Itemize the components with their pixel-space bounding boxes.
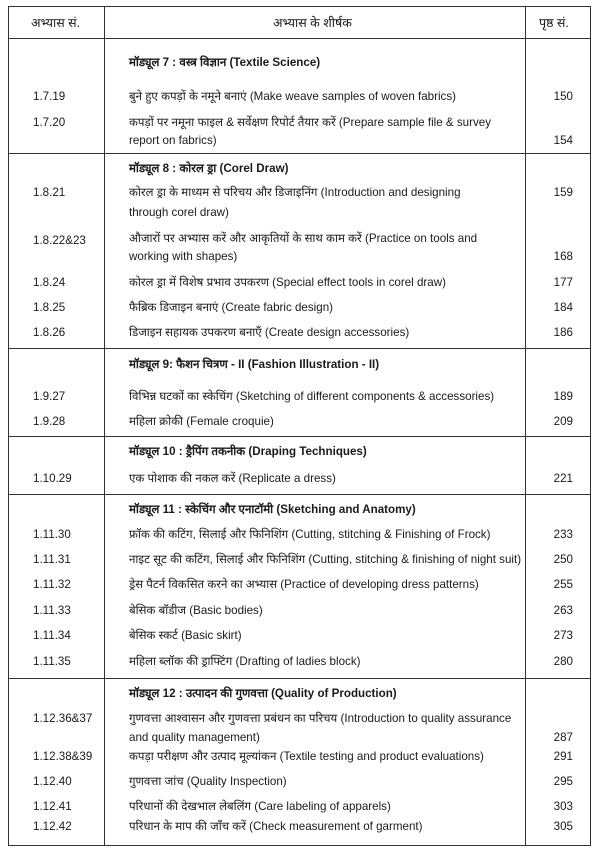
exercise-title: गुणवत्ता आश्वासन और गुणवत्ता प्रबंधन का परिचय (Introduction to quality assurance: [129, 712, 512, 725]
exercise-number: 1.8.22&23: [33, 234, 86, 247]
exercise-title: कोरल ड्रा के माध्यम से परिचय और डिजाइनिंग (Introduction and designing: [129, 186, 461, 199]
page-number: 168: [553, 250, 573, 263]
page-number: 184: [553, 301, 573, 314]
exercise-number: 1.8.26: [33, 326, 66, 339]
exercise-number: 1.7.20: [33, 116, 66, 129]
exercise-title: महिला क्रोकी (Female croquie): [129, 415, 274, 428]
page-number: 221: [553, 472, 573, 485]
divider: [9, 678, 590, 679]
page-number: 177: [553, 276, 573, 289]
page-number: 305: [553, 820, 573, 833]
page-number: 255: [553, 578, 573, 591]
header-exercise-number: अभ्यास सं.: [31, 16, 81, 30]
exercise-number: 1.10.29: [33, 472, 72, 485]
exercise-number: 1.8.25: [33, 301, 66, 314]
module-title: मॉड्यूल 8 : कोरल ड्रा (Corel Draw): [129, 162, 289, 175]
divider: [9, 38, 590, 39]
exercise-number: 1.8.24: [33, 276, 66, 289]
exercise-title-cont: working with shapes): [129, 250, 238, 263]
module-title: मॉड्यूल 12 : उत्पादन की गुणवत्ता (Quality of Production): [129, 687, 397, 700]
divider: [9, 436, 590, 437]
page-number: 154: [553, 134, 573, 147]
page-number: 189: [553, 390, 573, 403]
exercise-title: डिजाइन सहायक उपकरण बनाएँ (Create design accessories): [129, 326, 410, 339]
exercise-title: औजारों पर अभ्यास करें और आकृतियों के साथ काम करें (Practice on tools and: [129, 232, 478, 245]
page-number: 291: [553, 750, 573, 763]
exercise-title-cont: and quality management): [129, 731, 260, 744]
exercise-number: 1.12.41: [33, 800, 72, 813]
exercise-title: कोरल ड्रा में विशेष प्रभाव उपकरण (Special effect tools in corel draw): [129, 276, 446, 289]
exercise-number: 1.7.19: [33, 90, 66, 103]
table-of-contents: [8, 6, 591, 846]
page-number: 150: [553, 90, 573, 103]
exercise-number: 1.11.35: [33, 655, 71, 668]
exercise-title: एक पोशाक की नकल करें (Replicate a dress): [129, 472, 336, 485]
exercise-title: परिधान के माप की जाँच करें (Check measurement of garment): [129, 820, 423, 833]
header-exercise-title: अभ्यास के शीर्षक: [273, 16, 352, 30]
exercise-number: 1.12.40: [33, 775, 72, 788]
exercise-title: परिधानों की देखभाल लेबलिंग (Care labeling of apparels): [129, 800, 391, 813]
exercise-title: बुने हुए कपड़ों के नमूने बनाएं (Make weave samples of woven fabrics): [129, 90, 457, 103]
divider: [9, 494, 590, 495]
page-number: 303: [553, 800, 573, 813]
exercise-number: 1.11.34: [33, 629, 71, 642]
page-number: 159: [553, 186, 573, 199]
exercise-title: नाइट सूट की कटिंग, सिलाई और फिनिशिंग (Cutting, stitching & finishing of night suit): [129, 553, 522, 566]
page-number: 280: [553, 655, 573, 668]
exercise-title-cont: report on fabrics): [129, 134, 217, 147]
exercise-title: महिला ब्लॉक की ड्राफ्टिंग (Drafting of ladies block): [129, 655, 361, 668]
exercise-title: बेसिक बॉडीज (Basic bodies): [129, 604, 263, 617]
module-title: मॉड्यूल 10 : ड्रैपिंग तकनीक (Draping Techniques): [129, 445, 367, 458]
divider: [9, 153, 590, 154]
page-number: 209: [553, 415, 573, 428]
exercise-title: बेसिक स्कर्ट (Basic skirt): [129, 629, 242, 642]
page-number: 250: [553, 553, 573, 566]
exercise-number: 1.12.38&39: [33, 750, 93, 763]
exercise-number: 1.11.30: [33, 528, 71, 541]
exercise-number: 1.9.27: [33, 390, 66, 403]
exercise-number: 1.12.36&37: [33, 712, 93, 725]
exercise-title: फ्रॉक की कटिंग, सिलाई और फिनिशिंग (Cutting, stitching & Finishing of Frock): [129, 528, 491, 541]
divider: [9, 348, 590, 349]
exercise-number: 1.11.33: [33, 604, 71, 617]
page-number: 233: [553, 528, 573, 541]
page-number: 186: [553, 326, 573, 339]
exercise-title: ड्रेस पैटर्न विकसित करने का अभ्यास (Practice of developing dress patterns): [129, 578, 479, 591]
exercise-title: गुणवत्ता जांच (Quality Inspection): [129, 775, 287, 788]
exercise-title: विभिन्न घटकों का स्केचिंग (Sketching of different components & accessories): [129, 390, 495, 403]
exercise-number: 1.8.21: [33, 186, 66, 199]
page-number: 295: [553, 775, 573, 788]
module-title: मॉड्यूल 11 : स्केचिंग और एनाटॉमी (Sketching and Anatomy): [129, 503, 416, 516]
column-divider: [104, 7, 105, 845]
exercise-number: 1.11.32: [33, 578, 71, 591]
exercise-title: कपड़ा परीक्षण और उत्पाद मूल्यांकन (Textile testing and product evaluations): [129, 750, 484, 763]
header-page-number: पृष्ठ सं.: [539, 16, 569, 30]
exercise-title-cont: through corel draw): [129, 206, 229, 219]
page-number: 287: [553, 731, 573, 744]
module-title: मॉड्यूल 7 : वस्त्र विज्ञान (Textile Science): [129, 56, 321, 69]
exercise-title: कपड़ों पर नमूना फाइल & सर्वेक्षण रिपोर्ट तैयार करें (Prepare sample file & survey: [129, 116, 491, 129]
page-number: 273: [553, 629, 573, 642]
page-number: 263: [553, 604, 573, 617]
exercise-title: फैब्रिक डिजाइन बनाएं (Create fabric design): [129, 301, 334, 314]
exercise-number: 1.11.31: [33, 553, 71, 566]
exercise-number: 1.12.42: [33, 820, 72, 833]
exercise-number: 1.9.28: [33, 415, 66, 428]
module-title: मॉड्यूल 9: फैशन चित्रण - II (Fashion Illustration - II): [129, 358, 380, 371]
